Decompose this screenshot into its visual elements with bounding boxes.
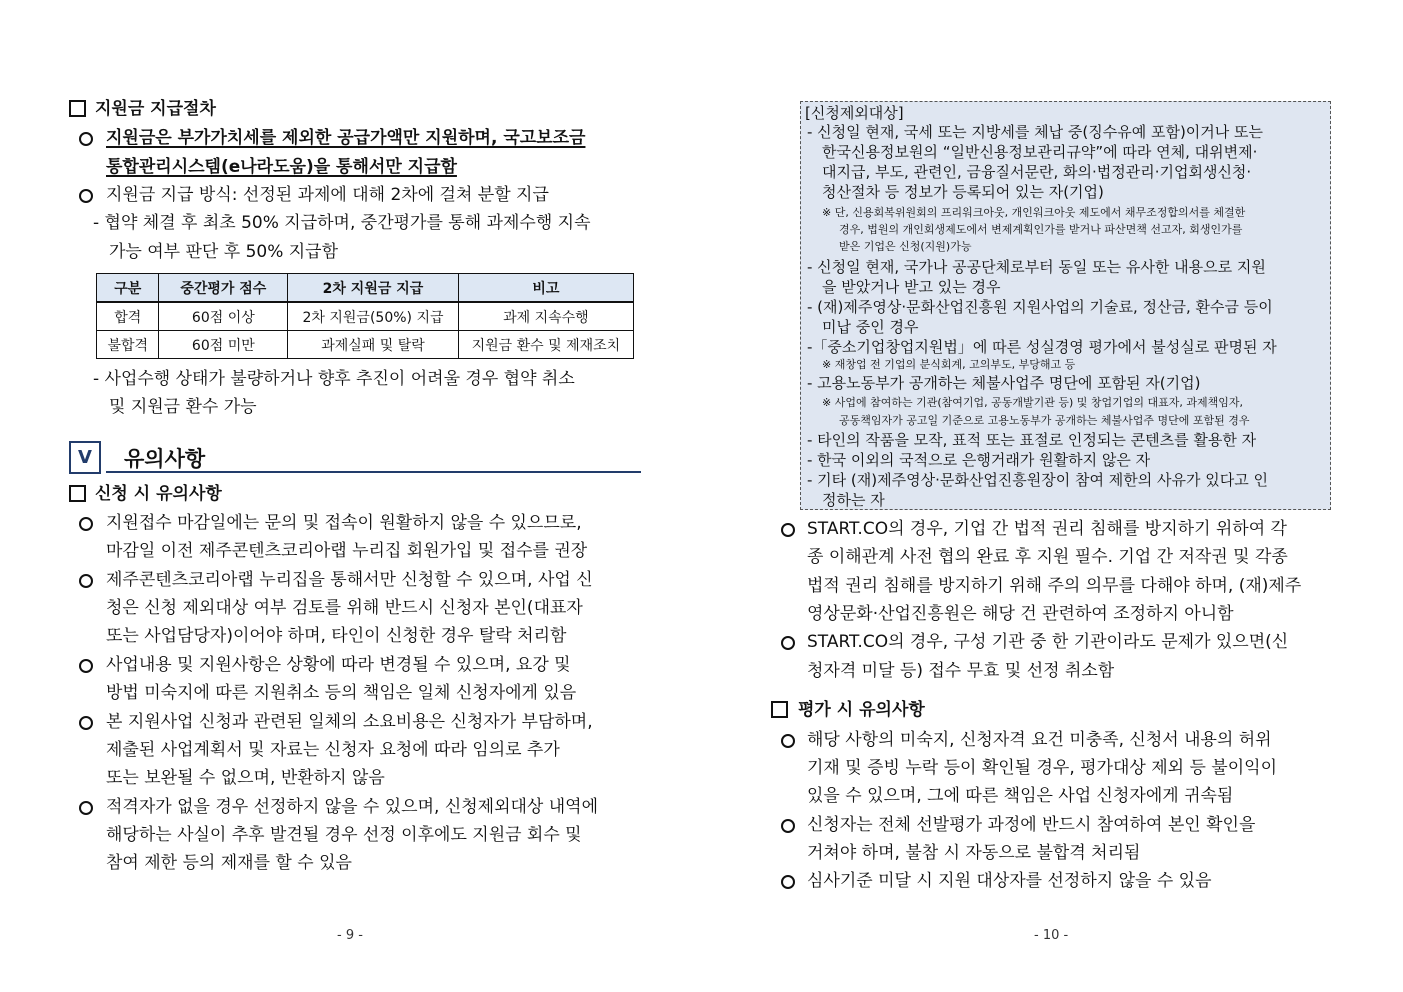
bullet-line: 참여 제한 등의 제재를 할 수 있음: [106, 853, 352, 873]
bullet-line: 청은 신청 제외대상 여부 검토를 위해 반드시 신청자 본인(대표자: [106, 598, 583, 618]
left-page: [0, 0, 701, 992]
bullet-line: 해당 사항의 미숙지, 신청자격 요건 미충족, 신청서 내용의 허위: [807, 730, 1272, 750]
table-header-cell: 비고: [458, 274, 633, 303]
table-cell: 합격: [97, 302, 159, 331]
bullet-line: 지원금 지급 방식: 선정된 과제에 대해 2차에 걸쳐 분할 지급: [106, 185, 549, 205]
bullet-line: 또는 사업담당자)이어야 하며, 타인이 신청한 경우 탈락 처리함: [106, 626, 567, 646]
dash-line: 가능 여부 판단 후 50% 지급함: [109, 242, 339, 262]
bullet-line: 심사기준 미달 시 지원 대상자를 선정하지 않을 수 있음: [807, 871, 1212, 891]
section-title-application: 신청 시 유의사항: [95, 484, 222, 504]
bullet-line: 지원접수 마감일에는 문의 및 접속이 원활하지 않을 수 있으므로,: [106, 513, 582, 533]
dash-line: - 협약 체결 후 최초 50% 지급하며, 중간평가를 통해 과제수행 지속: [93, 213, 591, 233]
table-header-row: [97, 274, 634, 303]
table-cell: 지원금 환수 및 제재조치: [458, 331, 633, 359]
circle-bullet-icon: [781, 523, 795, 537]
table-cell: 60점 이상: [159, 302, 288, 331]
bullet-line: START.CO의 경우, 기업 간 법적 권리 침해를 방지하기 위하여 각: [807, 519, 1287, 539]
table-cell: 불합격: [97, 331, 159, 359]
circle-bullet-icon: [781, 636, 795, 650]
box-item: 정하는 자: [822, 491, 885, 509]
circle-bullet-icon: [79, 574, 93, 588]
circle-bullet-icon: [79, 517, 93, 531]
bullet-line: 통합관리시스템(e나라도움)을 통해서만 지급함: [106, 157, 457, 177]
circle-bullet-icon: [781, 734, 795, 748]
bullet-line: 있을 수 있으며, 그에 따른 책임은 사업 신청자에게 귀속됨: [807, 786, 1234, 806]
bullet-line: 적격자가 없을 경우 선정하지 않을 수 있으며, 신청제외대상 내역에: [106, 797, 599, 817]
box-note: 공동책임자가 공고일 기준으로 고용노동부가 공개하는 체불사업주 명단에 포함된 경우: [839, 414, 1250, 427]
bullet-line: 기재 및 증빙 누락 등이 확인될 경우, 평가대상 제외 등 불이익이: [807, 758, 1277, 778]
dash-line: 및 지원금 환수 가능: [109, 397, 257, 417]
circle-bullet-icon: [79, 189, 93, 203]
table-header-cell: 구분: [97, 274, 159, 303]
bullet-line: 사업내용 및 지원사항은 상황에 따라 변경될 수 있으며, 요강 및: [106, 655, 571, 675]
circle-bullet-icon: [781, 819, 795, 833]
box-item: - 고용노동부가 공개하는 체불사업주 명단에 포함된 자(기업): [807, 374, 1201, 392]
circle-bullet-icon: [79, 659, 93, 673]
box-item: -「중소기업창업지원법」에 따른 성실경영 평가에서 불성실로 판명된 자: [807, 338, 1277, 356]
bullet-line: 영상문화·산업진흥원은 해당 건 관련하여 조정하지 아니함: [807, 604, 1234, 624]
box-item: - 기타 (재)제주영상·문화산업진흥원장이 참여 제한의 사유가 있다고 인: [807, 471, 1268, 489]
page-number: - 10 -: [1034, 928, 1069, 943]
section-title-payment: 지원금 지급절차: [95, 99, 216, 119]
table-cell: 60점 미만: [159, 331, 288, 359]
bullet-line: START.CO의 경우, 구성 기관 중 한 기관이라도 문제가 있으면(신: [807, 632, 1289, 652]
dash-line: - 사업수행 상태가 불량하거나 향후 추진이 어려울 경우 협약 취소: [93, 369, 575, 389]
box-item: 청산절차 등 정보가 등록되어 있는 자(기업): [822, 183, 1104, 201]
bullet-line: 제출된 사업계획서 및 자료는 신청자 요청에 따라 임의로 추가: [106, 740, 560, 760]
box-item: - 신청일 현재, 국가나 공공단체로부터 동일 또는 유사한 내용으로 지원: [807, 258, 1266, 276]
circle-bullet-icon: [79, 801, 93, 815]
chapter-number-box: V: [69, 441, 101, 474]
box-item: 대지급, 부도, 관련인, 금융질서문란, 화의·법정관리·기업회생신청·: [822, 163, 1252, 181]
table-cell: 과제실패 및 탈락: [288, 331, 459, 359]
box-item: - 신청일 현재, 국세 또는 지방세를 체납 중(징수유예 포함)이거나 또는: [807, 123, 1264, 141]
table-row: [97, 302, 634, 331]
bullet-line: 본 지원사업 신청과 관련된 일체의 소요비용은 신청자가 부담하며,: [106, 712, 593, 732]
checkbox-square-icon: [771, 701, 788, 718]
bullet-line: 제주콘텐츠코리아랩 누리집을 통해서만 신청할 수 있으며, 사업 신: [106, 570, 593, 590]
circle-bullet-icon: [79, 716, 93, 730]
bullet-line: 또는 보완될 수 없으며, 반환하지 않음: [106, 768, 385, 788]
box-note: ※ 단, 신용회복위원회의 프리워크아웃, 개인워크아웃 제도에서 채무조정합의서를 체결한: [822, 206, 1246, 219]
box-note: ※ 사업에 참여하는 기관(참여기업, 공동개발기관 등) 및 창업기업의 대표자, 과제책임자,: [822, 396, 1244, 409]
bullet-line: 해당하는 사실이 추후 발견될 경우 선정 이후에도 지원금 회수 및: [106, 825, 582, 845]
chapter-title: 유의사항: [124, 447, 206, 471]
bullet-line: 법적 권리 침해를 방지하기 위해 주의 의무를 다해야 하며, (재)제주: [807, 576, 1302, 596]
table-header-cell: 2차 지원금 지급: [288, 274, 459, 303]
box-item: 한국신용정보원의 “일반신용정보관리규약”에 따라 연체, 대위변제·: [822, 143, 1258, 161]
chapter-underline: [106, 471, 641, 473]
table-header-cell: 중간평가 점수: [159, 274, 288, 303]
table-cell: 과제 지속수행: [458, 302, 633, 331]
box-note: 경우, 법원의 개인회생제도에서 변제계획인가를 받거나 파산면책 선고자, 회생인가를: [839, 223, 1243, 236]
box-note: 받은 기업은 신청(지원)가능: [839, 240, 972, 253]
circle-bullet-icon: [79, 132, 93, 146]
section-title-evaluation: 평가 시 유의사항: [798, 700, 925, 720]
box-item: - 한국 이외의 국적으로 은행거래가 원활하지 않은 자: [807, 451, 1151, 469]
box-item: 미납 중인 경우: [822, 318, 919, 336]
table-row: [97, 331, 634, 359]
bullet-line: 청자격 미달 등) 접수 무효 및 선정 취소함: [807, 661, 1115, 681]
box-item: 을 받았거나 받고 있는 경우: [822, 278, 1001, 296]
bullet-line: 신청자는 전체 선발평가 과정에 반드시 참여하여 본인 확인을: [807, 815, 1256, 835]
bullet-line: 마감일 이전 제주콘텐츠코리아랩 누리집 회원가입 및 접수를 권장: [106, 541, 588, 561]
box-note: ※ 재창업 전 기업의 분식회계, 고의부도, 부당해고 등: [822, 358, 1076, 371]
box-title: [신청제외대상]: [805, 104, 904, 122]
box-item: - 타인의 작품을 모작, 표적 또는 표절로 인정되는 콘텐츠를 활용한 자: [807, 431, 1257, 449]
box-item: - (재)제주영상·문화산업진흥원 지원사업의 기술료, 정산금, 환수금 등이: [807, 298, 1273, 316]
checkbox-square-icon: [69, 485, 86, 502]
bullet-line: 방법 미숙지에 따른 지원취소 등의 책임은 일체 신청자에게 있음: [106, 683, 577, 703]
bullet-line: 지원금은 부가가치세를 제외한 공급가액만 지원하며, 국고보조금: [106, 128, 586, 148]
checkbox-square-icon: [69, 100, 86, 117]
bullet-line: 거쳐야 하며, 불참 시 자동으로 불합격 처리됨: [807, 843, 1141, 863]
table-cell: 2차 지원금(50%) 지급: [288, 302, 459, 331]
right-page: [702, 0, 1403, 992]
circle-bullet-icon: [781, 875, 795, 889]
evaluation-table: [96, 273, 634, 359]
page-number: - 9 -: [337, 928, 363, 943]
bullet-line: 종 이해관계 사전 협의 완료 후 지원 필수. 기업 간 저작권 및 각종: [807, 547, 1288, 567]
